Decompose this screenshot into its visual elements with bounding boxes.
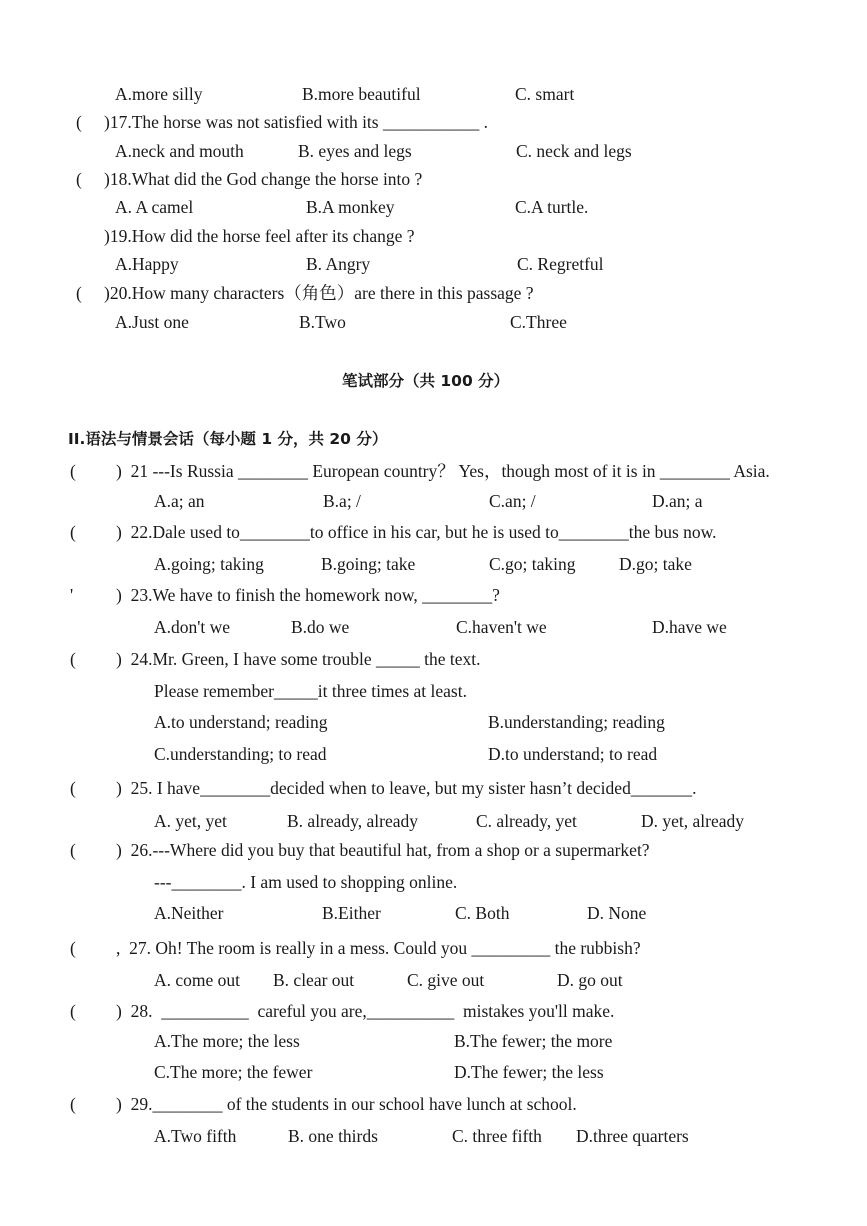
q26-option-c: C. Both [455, 903, 510, 923]
q21-stem: ) 21 ---Is Russia ________ European country？ Yes，though most of it is in ________ Asia. [116, 461, 770, 481]
q21-option-b: B.a; / [323, 491, 361, 511]
q26-option-b: B.Either [322, 903, 381, 923]
q29-stem: ) 29.________ of the students in our school have lunch at school. [116, 1094, 577, 1114]
q26-option-d: D. None [587, 903, 647, 923]
q28-option-b: B.The fewer; the more [454, 1031, 613, 1051]
q20-option-a: A.Just one [115, 312, 189, 332]
q26-stem: ) 26.---Where did you buy that beautiful hat, from a shop or a supermarket? [116, 840, 650, 860]
q16-option-b: B.more beautiful [302, 84, 421, 104]
q26-paren: ( [70, 840, 76, 860]
q25-option-c: C. already, yet [476, 811, 577, 831]
q25-option-b: B. already, already [287, 811, 419, 831]
q29-paren: ( [70, 1094, 76, 1114]
q25-option-d: D. yet, already [641, 811, 745, 831]
q23-option-b: B.do we [291, 617, 350, 637]
q23-paren: ' [70, 585, 74, 605]
q27-paren: ( [70, 938, 76, 958]
q24-option-c: C.understanding; to read [154, 744, 327, 764]
q29-option-d: D.three quarters [576, 1126, 689, 1146]
q29-option-b: B. one thirds [288, 1126, 378, 1146]
q17-option-b: B. eyes and legs [298, 141, 412, 161]
q24-stem-line2: Please remember_____it three times at least. [154, 681, 467, 701]
q18-paren: ( [76, 169, 82, 189]
q22-option-a: A.going; taking [154, 554, 264, 574]
q21-option-d: D.an; a [652, 491, 703, 511]
q24-option-d: D.to understand; to read [488, 744, 658, 764]
q27-option-a: A. come out [154, 970, 241, 990]
q20-option-b: B.Two [299, 312, 346, 332]
q22-stem: ) 22.Dale used to________to office in his car, but he is used to________the bus now. [116, 522, 717, 542]
q26-stem-line2: ---________. I am used to shopping online. [154, 872, 458, 892]
q17-stem: )17.The horse was not satisfied with its ___________ . [104, 112, 488, 132]
q21-option-c: C.an; / [489, 491, 536, 511]
q27-option-d: D. go out [557, 970, 623, 990]
q23-option-d: D.have we [652, 617, 727, 637]
q24-option-b: B.understanding; reading [488, 712, 665, 732]
q22-paren: ( [70, 522, 76, 542]
q28-stem: ) 28. __________ careful you are,__________ mistakes you'll make. [116, 1001, 615, 1021]
q18-option-a: A. A camel [115, 197, 194, 217]
q22-option-c: C.go; taking [489, 554, 576, 574]
q28-paren: ( [70, 1001, 76, 1021]
q24-option-a: A.to understand; reading [154, 712, 328, 732]
q19-option-a: A.Happy [115, 254, 179, 274]
q18-option-c: C.A turtle. [515, 197, 589, 217]
q24-stem: ) 24.Mr. Green, I have some trouble _____ the text. [116, 649, 481, 669]
q25-option-a: A. yet, yet [154, 811, 227, 831]
q18-stem: )18.What did the God change the horse into ? [104, 169, 423, 189]
q24-paren: ( [70, 649, 76, 669]
q22-option-d: D.go; take [619, 554, 692, 574]
q16-option-c: C. smart [515, 84, 575, 104]
q21-paren: ( [70, 461, 76, 481]
q17-paren: ( [76, 112, 82, 132]
q17-option-a: A.neck and mouth [115, 141, 244, 161]
section-title: II.语法与情景会话（每小题 1 分，共 20 分） [68, 430, 388, 448]
q20-option-c: C.Three [510, 312, 567, 332]
q25-paren: ( [70, 778, 76, 798]
q27-option-c: C. give out [407, 970, 485, 990]
q25-stem: ) 25. I have________decided when to leave, but my sister hasn’t decided_______. [116, 778, 697, 798]
written-part-title: 笔试部分（共 100 分） [342, 372, 510, 390]
q26-option-a: A.Neither [154, 903, 224, 923]
q27-option-b: B. clear out [273, 970, 355, 990]
q29-option-a: A.Two fifth [154, 1126, 237, 1146]
q22-option-b: B.going; take [321, 554, 416, 574]
q17-option-c: C. neck and legs [516, 141, 632, 161]
q23-option-c: C.haven't we [456, 617, 547, 637]
q19-option-c: C. Regretful [517, 254, 604, 274]
q28-option-d: D.The fewer; the less [454, 1062, 604, 1082]
q18-option-b: B.A monkey [306, 197, 395, 217]
q28-option-a: A.The more; the less [154, 1031, 300, 1051]
q28-option-c: C.The more; the fewer [154, 1062, 313, 1082]
q29-option-c: C. three fifth [452, 1126, 542, 1146]
q19-stem: )19.How did the horse feel after its change ? [104, 226, 415, 246]
q21-option-a: A.a; an [154, 491, 205, 511]
q19-option-b: B. Angry [306, 254, 371, 274]
q16-option-a: A.more silly [115, 84, 203, 104]
q20-paren: ( [76, 283, 82, 303]
q27-stem: , 27. Oh! The room is really in a mess. Could you _________ the rubbish? [116, 938, 641, 958]
q23-option-a: A.don't we [154, 617, 231, 637]
q23-stem: ) 23.We have to finish the homework now, ________? [116, 585, 500, 605]
q20-stem: )20.How many characters（角色）are there in this passage ? [104, 283, 534, 303]
